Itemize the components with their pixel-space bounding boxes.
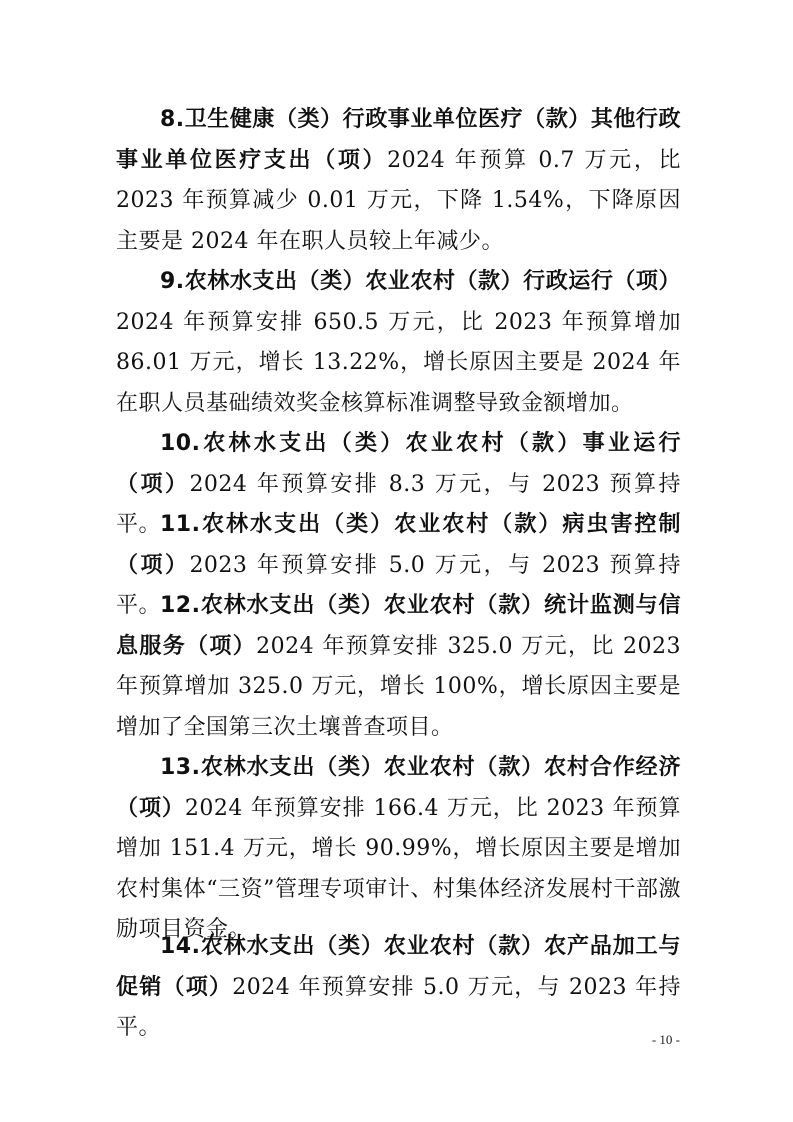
- paragraph-body: 2024 年预算安排 166.4 万元，比 2023 年预算增加 151.4 万元，增长 90.99%，增长原因主要是增加农村集体“三资”管理专项审计、村集体经济发展村干部激励项目资金。: [116, 795, 681, 942]
- paragraph-heading: 9.农林水支出（类）农业农村（款）行政运行（项）: [160, 269, 681, 294]
- paragraph-item-13: [116, 748, 681, 951]
- paragraph-heading: 13.农林水支出（类）农业农村（款）农村合作经济（项）: [116, 755, 681, 821]
- paragraph-body: 2024 年预算安排 650.5 万元，比 2023 年预算增加 86.01 万元，增长 13.22%，增长原因主要是 2024 年在职人员基础绩效奖金核算标准调整导致金额增加。: [116, 309, 681, 416]
- page-number: - 10 -: [651, 1032, 680, 1047]
- paragraph-body: 2024 年预算 0.7 万元，比 2023 年预算减少 0.01 万元，下降 1.54%，下降原因主要是 2024 年在职人员较上年减少。: [116, 147, 681, 254]
- paragraph-heading: 11.农林水支出（类）农业农村（款）病虫害控制（项）: [116, 512, 681, 578]
- paragraph-heading: 8.卫生健康（类）行政事业单位医疗（款）其他行政事业单位医疗支出（项）: [116, 107, 681, 173]
- paragraph-item-12: [116, 586, 681, 748]
- paragraph-body: 2024 年预算安排 8.3 万元，与 2023 预算持平。: [116, 471, 681, 537]
- paragraph-body: 2024 年预算安排 325.0 万元，比 2023 年预算增加 325.0 万元，增长 100%，增长原因主要是增加了全国第三次土壤普查项目。: [116, 633, 681, 740]
- paragraph-item-8: [116, 100, 681, 262]
- paragraph-body: 2023 年预算安排 5.0 万元，与 2023 预算持平。: [116, 552, 681, 618]
- paragraph-heading: 10.农林水支出（类）农业农村（款）事业运行（项）: [116, 431, 681, 497]
- paragraph-body: 2024 年预算安排 5.0 万元，与 2023 年持平。: [116, 974, 681, 1040]
- paragraph-item-14: [116, 927, 681, 1049]
- paragraph-item-9: [116, 262, 681, 424]
- paragraph-heading: 12.农林水支出（类）农业农村（款）统计监测与信息服务（项）: [116, 593, 681, 659]
- paragraph-heading: 14.农林水支出（类）农业农村（款）农产品加工与促销（项）: [116, 934, 681, 1000]
